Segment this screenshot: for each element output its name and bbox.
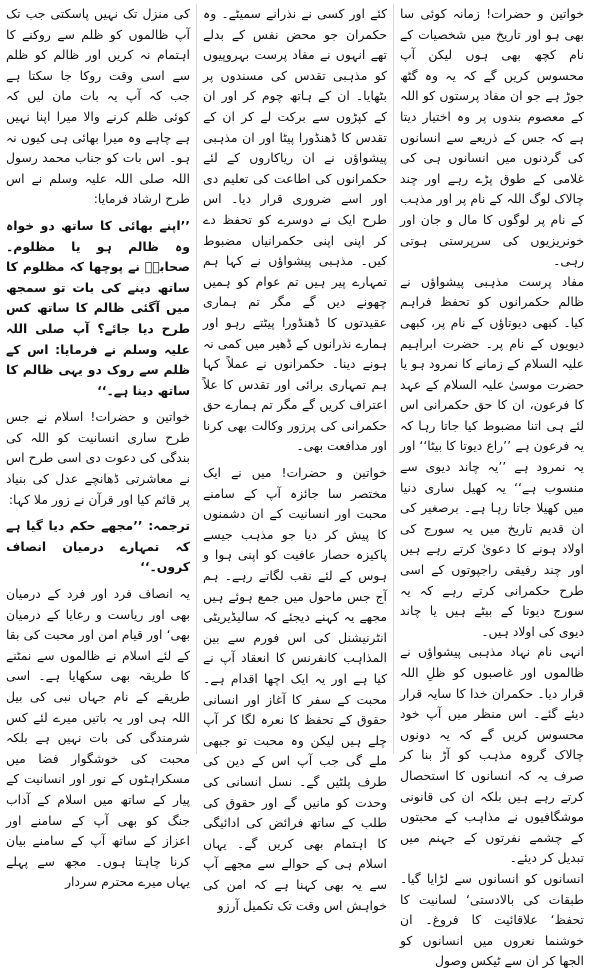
column-1-paragraph: مفاد پرست مذہبی پیشواؤں نے ظالم حکمرانوں کو تحفظ فراہم کیا۔ کبھی دیوتاؤں کے نام پر، کبھی دیویوں کے نام پر۔ حضرت ابراہیم علیہ السلام کے زمانے کا نمرود ہو یا حضرت موسیٰ علیہ السلام کے عہد کا فرعون، ان کا حق حکمرانی اس لئے ہی اتنا مضبوط کیا جاتا رہا کہ یہ فرعون ہے ’’راع دیوتا کا بیٹا‘‘ اور یہ نمرود ہے ’’یہ چاند دیوی سے منسوب ہے‘‘ یہ کھیل ساری دنیا میں کھیلا جاتا رہا ہے۔ برصغیر کی ان قدیم تاریخ میں یہ سورج کی اولاد ہونے کا دعویٰ کرتے رہے ہیں اور چند رفیقی راجپوتوں کے اسی طرح حکمرانی کرتے رہے کہ یہ سورج دیوتا کے بیٹے ہیں یا چاند دیوی کی اولاد ہیں۔	[400, 273, 584, 639]
column-divider	[196, 4, 197, 754]
column-1-paragraph: انسانوں کو انسانوں سے لڑایا گیا۔ طبقات کی بالادستی‘ لسانیت کا تحفظ‘ علاقائیت کا فروغ۔ ان خوشنما نعروں میں انسانوں کو الجھا کر ان سے ٹیکس وصول	[400, 870, 584, 969]
column-3-paragraph: کی منزل تک نہیں پاسکتی جب تک آپ ظالموں کو ظلم سے روکنے کا اہتمام نہ کریں اور ظالم کو ظلم سے اسی وقت روکا جا سکتا ہے جب کہ آپ یہ بات مان لیں کہ کوئی ظلم کرنے والا میرا اپنا نہیں ہے چاہے وہ میرا بھائی ہی کیوں نہ ہو۔ اس بات کو جناب محمد رسول اللہ صلی اللہ علیہ وسلم نے اس طرح ارشاد فرمایا:	[6, 6, 190, 207]
column-1-paragraph: انہی نام نہاد مذہبی پیشواؤں نے ظالموں اور غاصبوں کو ظلِ اللہ قرار دیا۔ حکمران خدا کا سایہ قرار دیئے گئے۔ اس منظر میں آپ خود محسوس کریں گے کہ یہ دونوں چالاک گروہ مذہب کو آڑ بنا کر صرف یہ کہ انسانوں کا استحصال کرتے رہے ہیں بلکہ ان کی قانونی موشگافیوں نے مذاہب کے محبتوں کے چشمے نفرتوں کے جہنم میں تبدیل کر دیئے۔	[400, 644, 584, 866]
quran-translation	[6, 516, 190, 578]
column-divider	[393, 4, 394, 754]
translation-quote: ’’مجھے حکم دیا گیا ہے کہ تمہارے درمیان انصاف کروں۔‘‘	[6, 518, 190, 575]
column-3-paragraph: خواتین و حضرات! اسلام نے جس طرح ساری انسانیت کو اللہ کی بندگی کی دعوت دی اسی طرح اس نے معاشرتی ڈھانچے عدل کی بنیاد پر قائم کیا اور قرآن نے زور ملا کہا:	[6, 409, 190, 507]
column-2-paragraph: خواتین و حضرات! میں نے ایک مختصر سا جائزہ آپ کے سامنے محبت اور انسانیت کے ان دشمنوں کا پیش کر دیا جو مذہب جیسے پاکیزہ حصار عافیت کو اپنی ہوا و ہوس کے لئے نقب لگاتے رہے۔ ہم آج جس ماحول میں جمع ہوئے ہیں مجھے یہ کہنے دیجئے کہ سالیڈیریٹی انٹرنیشنل کی اس فورم سے بین المذاہب کانفرنس کا انعقاد آپ نے کیا ہے اور یہ ایک اچھا اقدام ہے۔ محبت کے سفر کا آغاز اور انسانی حقوق کے تحفظ کا نعرہ لگا کر آپ چلے ہیں لیکن وہ محبت تو جبھی ملے گی جب آپ اس کے دین کی طرف پلٹیں گے۔ نسل انسانی کی وحدت کو مانیں گے اور حقوق کی طلب کے ساتھ فرائض کی ادائیگی کا اہتمام بھی کریں گے۔ یہاں اسلام ہی کے حوالے سے مجھے آپ سے یہ بھی کہنا ہے کہ امن کی خواہش اس وقت تک تکمیل آرزو	[203, 465, 387, 913]
translation-label: ترجمہ:	[148, 518, 190, 534]
text-column-left	[6, 4, 190, 890]
text-column-right	[400, 4, 584, 969]
hadith-quote: ’’اپنے بھائی کا ساتھ دو خواہ وہ ظالم ہو یا مظلوم۔ صحابہؓ نے پوچھا کہ مظلوم کا ساتھ دینے کی بات تو سمجھ میں آگئی ظالم کا ساتھ کس طرح دیا جائے؟ آپ صلی اللہ علیہ وسلم نے فرمایا: اس کے ظلم سے روک دو یہی ظالم کا ساتھ دینا ہے۔‘‘	[6, 217, 190, 398]
text-column-middle	[203, 4, 387, 913]
column-1-paragraph: خواتین و حضرات! زمانہ کوئی سا بھی ہو اور تاریخ میں شخصیات کے نام کچھ بھی ہوں لیکن آپ محسوس کریں گے کہ یہ وہ گٹھ جوڑ ہے جو ان مفاد پرستوں کو اللہ کے معصوم بندوں پر وہ اختیار دیتا ہے کہ جس کے ذریعے سے انسانوں کی گردنوں میں انسانوں ہی کی غلامی کے طوق پڑے رہے اور چند چالاک لوگ اللہ کے نام پر اور مذہب کے نام پر لوگوں کا مال و جان اور خونریزیوں کی سرپرستی ہوتی رہی۔	[400, 6, 584, 269]
column-2-paragraph: کئے اور کسی نے نذرانے سمیٹے۔ وہ حکمران جو محض نفس کے بدلے تھے انہوں نے مفاد پرست بہروپیوں کو مذہبی تقدس کی مسندوں پر بٹھایا۔ ان کے ہاتھ چوم کر اور ان کے کپڑوں سے برکت لے کر ان کے تقدس کا ڈھنڈورا پیٹا اور ان مذہبی پیشواؤں نے ان ریاکاروں کے لئے حکمرانوں کی اطاعت کی تعلیم دی اور اسے ضروری قرار دیا۔ اس طرح ایک نے دوسرے کو تحفظ دے کر اپنی اپنی حکمرانیاں مضبوط کیں۔ مذہبی پیشواؤں نے کہا ہم تمہارے پیر ہیں تم عوام کو ہمیں چھونے دیں گے مگر تم ہماری عقیدتوں کا ڈھنڈورا پیٹتے رہو اور ہمارے نذرانوں کے ڈھیر میں کمی نہ ہونے دینا۔ حکمرانوں نے عملاً کہا ہم تمہاری برائی اور تقدس کا علاً اعتراف کریں گے مگر تم ہمارے حق حکمرانی کی پرزور وکالت بھی کرنا اور مدافعت بھی۔	[203, 6, 387, 454]
column-3-paragraph: یہ انصاف فرد اور فرد کے درمیان بھی اور ریاست و رعایا کے درمیان بھی‘ اور قیام امن اور محبت کی بقا کے لئے اسلام نے ظالموں سے نمٹنے کا طریقہ بھی سکھایا ہے۔ اسی طریقے کے نام جہاں نبی کی بیل اللہ ہی اور یہ باتیں میرے لئے کس شرمندگی کی بات نہیں ہے بلکہ محبت کی خوشگوار فضا میں مسکراہٹوں کے نور اور انسانیت کے پیار کے ساتھ میں اسلام کے آداب جنگ کو بھی آپ کے سامنے اور اعزاز کے ساتھ آپ کے سامنے بیان کرنا چاہتا ہوں۔ مجھ سے پہلے یہاں میرے محترم سردار	[6, 586, 190, 890]
